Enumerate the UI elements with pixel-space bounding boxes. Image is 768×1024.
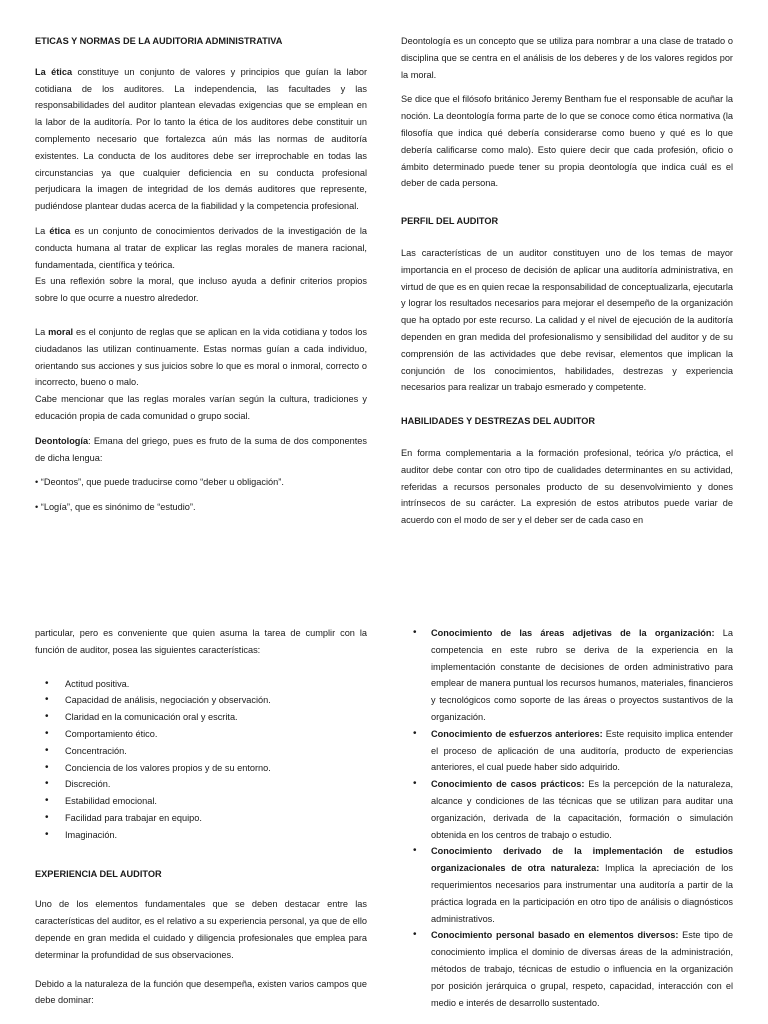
list-item	[401, 927, 733, 1011]
knowledge-item-title: Conocimiento derivado de la implementación de estudios organizacionales de otra naturaleza:	[431, 846, 733, 874]
list-item: • Comportamiento ético.	[35, 726, 367, 743]
etica-def-text: es un conjunto de conocimientos derivados de la investigación de la conducta humana al tratar de explicar las reglas morales de manera racional, fundamentada, científica y teórica.	[35, 225, 367, 270]
list-item: • Actitud positiva.	[35, 676, 367, 693]
bentham-paragraph: Se dice que el filósofo británico Jeremy Bentham fue el responsable de acuñar la noción. La deontología forma parte de lo que se conoce como ética normativa (la filosofía que indica qué debería considerarse como bueno y qué es lo que debería calificarse como malo). Esto quiere decir que cada profesión, oficio o ámbito determinado puede tener su propia deontología que indica cuál es el deber de cada persona.	[401, 94, 733, 189]
knowledge-item-text: La competencia en este rubro se deriva de la experiencia en la implementación constante de decisiones de orden administrativo para emplear de manera puntual los recursos humanos, materiales, financieros y tecnológicos como soporte de las áreas o proyectos sustantivos de la organización.	[431, 628, 733, 722]
etica-bold-term: La ética	[35, 66, 73, 77]
list-item: • Claridad en la comunicación oral y escrita.	[35, 709, 367, 726]
knowledge-item-text: Este tipo de conocimiento implica el dominio de diversas áreas de la administración, métodos de trabajo, técnicas de estudio o influencia en la organización por posición jerárquica o grupal, respeto, capacidad, interacción con el medio e interés de desarrollo sustentado.	[431, 930, 733, 1008]
experiencia-heading: EXPERIENCIA DEL AUDITOR	[35, 868, 162, 879]
list-item: • Discreción.	[35, 776, 367, 793]
list-item: • Conciencia de los valores propios y de su entorno.	[35, 760, 367, 777]
perfil-paragraph: Las características de un auditor constituyen uno de los temas de mayor importancia en el proceso de decisión de aplicar una auditoría administrativa, en virtud de que es en quien recae la responsabilidad de conceptualizarla, ejecutarla y lograr los resultados necesarios para mejorar el desempeño de la organización que ha optado por este recurso. La calidad y el nivel de ejecución de la auditoría dependen en gran medida del profesionalismo y sensibilidad del auditor y de su comprensión de las actividades que debe revisar, elementos que implican la conjunción de los conocimientos, habilidades, destrezas y experiencia necesarios para realizar un trabajo esmerado y competente.	[401, 247, 733, 393]
list-item	[401, 776, 733, 843]
page2-right-column	[401, 625, 733, 1011]
deontologia-concept-paragraph: Deontología es un concepto que se utiliza para nombrar a una clase de tratado o disciplina que se centra en el análisis de los deberes y de los valores regidos por la moral.	[401, 36, 733, 80]
continuation-paragraph: particular, pero es conveniente que quien asuma la tarea de cumplir con la función de auditor, posea las siguientes características:	[35, 628, 367, 655]
deontologia-text: : Emana del griego, pues es fruto de la suma de dos componentes de dicha lengua:	[35, 435, 367, 463]
moral-def-text: es el conjunto de reglas que se aplican en la vida cotidiana y todos los ciudadanos las utilizan continuamente. Estas normas guían a cada individuo, orientando sus acciones y sus juicios sobre lo que es moral o inmoral, correcto o incorrecto, bueno o malo.	[35, 326, 367, 388]
logia-item: • “Logía”, que es sinónimo de “estudio”.	[35, 502, 196, 513]
etica-intro-text: constituye un conjunto de valores y principios que guían la labor cotidiana de los auditores. La independencia, las facultades y las responsabilidades del auditor plantean elevadas exigencias que se emplean en la labor de la auditoría. Por lo tanto la ética de los auditores debe constituir un complemento necesario que fortalezca aún más las normas de auditoría existentes. La conducta de los auditores debe ser irreprochable en todas las circunstancias ya que cualquier deficiencia en su conducta profesional perjudicara la imagen de integridad de los demás auditores que represente, pudiéndose plantear dudas acerca de la fiabilidad y la competencia profesional.	[35, 66, 367, 212]
knowledge-list	[401, 625, 733, 1011]
document-title: ETICAS Y NORMAS DE LA AUDITORIA ADMINISTRATIVA	[35, 36, 283, 46]
list-item	[401, 843, 733, 927]
knowledge-item-text: Implica la apreciación de los requerimientos necesarios para instrumentar una auditoría a partir de la práctica lograda en la participación en otro tipo de análisis o diagnósticos administrativos.	[431, 863, 733, 924]
etica-definition-paragraph	[35, 223, 367, 307]
deontologia-bold-term: Deontología	[35, 435, 89, 446]
list-item: • Concentración.	[35, 743, 367, 760]
list-item: • Capacidad de análisis, negociación y observación.	[35, 692, 367, 709]
etica-def-line2: Es una reflexión sobre la moral, que incluso ayuda a definir criterios propios sobre lo que ocurre a nuestro alrededor.	[35, 276, 367, 304]
list-item: • Estabilidad emocional.	[35, 793, 367, 810]
page-gap	[0, 572, 768, 608]
list-item	[401, 625, 733, 726]
knowledge-item-text: Este requisito implica entender el proceso de aplicación de una auditoría, producto de experiencias anteriores, el cual puede haber sido adquirido.	[431, 728, 733, 773]
etica-def-prefix: La	[35, 225, 50, 236]
page1-right-column	[401, 33, 733, 529]
list-item	[401, 726, 733, 776]
page2-left-column	[35, 625, 367, 1009]
perfil-heading: PERFIL DEL AUDITOR	[401, 216, 499, 227]
experiencia-paragraph: Uno de los elementos fundamentales que se deben destacar entre las características del auditor, es el relativo a su experiencia personal, ya que de ello depende en gran medida el cuidado y diligencia profesionales que emplea para determinar la profundidad de sus observaciones.	[35, 899, 367, 960]
knowledge-item-title: Conocimiento de casos prácticos:	[431, 779, 585, 790]
moral-def-line2: Cabe mencionar que las reglas morales varían según la cultura, tradiciones y educación propia de cada comunidad o grupo social.	[35, 394, 367, 421]
moral-definition-paragraph	[35, 324, 367, 425]
knowledge-item-title: Conocimiento de esfuerzos anteriores:	[431, 728, 603, 739]
list-item: • Imaginación.	[35, 827, 367, 844]
auditor-traits-list	[35, 676, 367, 844]
knowledge-item-text: Es la percepción de la naturaleza, alcance y condiciones de las técnicas que se utilizan para auditar una organización, derivada de la capacitación, formación o simulación obtenida en los centros de trabajo o estudio.	[431, 779, 733, 840]
etica-intro-paragraph	[35, 64, 367, 215]
knowledge-item-title: Conocimiento de las áreas adjetivas de la organización:	[431, 628, 715, 638]
moral-bold-term: moral	[48, 326, 74, 337]
moral-def-prefix: La	[35, 326, 49, 337]
deontos-item: • “Deontos”, que puede traducirse como “deber u obligación”.	[35, 477, 284, 488]
page1-left-column	[35, 33, 367, 516]
habilidades-paragraph: En forma complementaria a la formación profesional, teórica y/o práctica, el auditor debe contar con otro tipo de cualidades determinantes en su actividad, referidas a recursos personales producto de su desenvolvimiento y dones intrínsecos de su carácter. La expresión de estos atributos puede variar de acuerdo con el modo de ser y el deber ser de cada caso en	[401, 447, 733, 526]
etica-def-bold-term: ética	[49, 225, 71, 236]
deontologia-paragraph	[35, 433, 367, 467]
knowledge-item-title: Conocimiento personal basado en elementos diversos:	[431, 930, 679, 941]
habilidades-heading: HABILIDADES Y DESTREZAS DEL AUDITOR	[401, 416, 595, 427]
campos-paragraph: Debido a la naturaleza de la función que desempeña, existen varios campos que debe dominar:	[35, 978, 367, 1006]
list-item: • Facilidad para trabajar en equipo.	[35, 810, 367, 827]
document-page-2	[0, 608, 768, 1024]
